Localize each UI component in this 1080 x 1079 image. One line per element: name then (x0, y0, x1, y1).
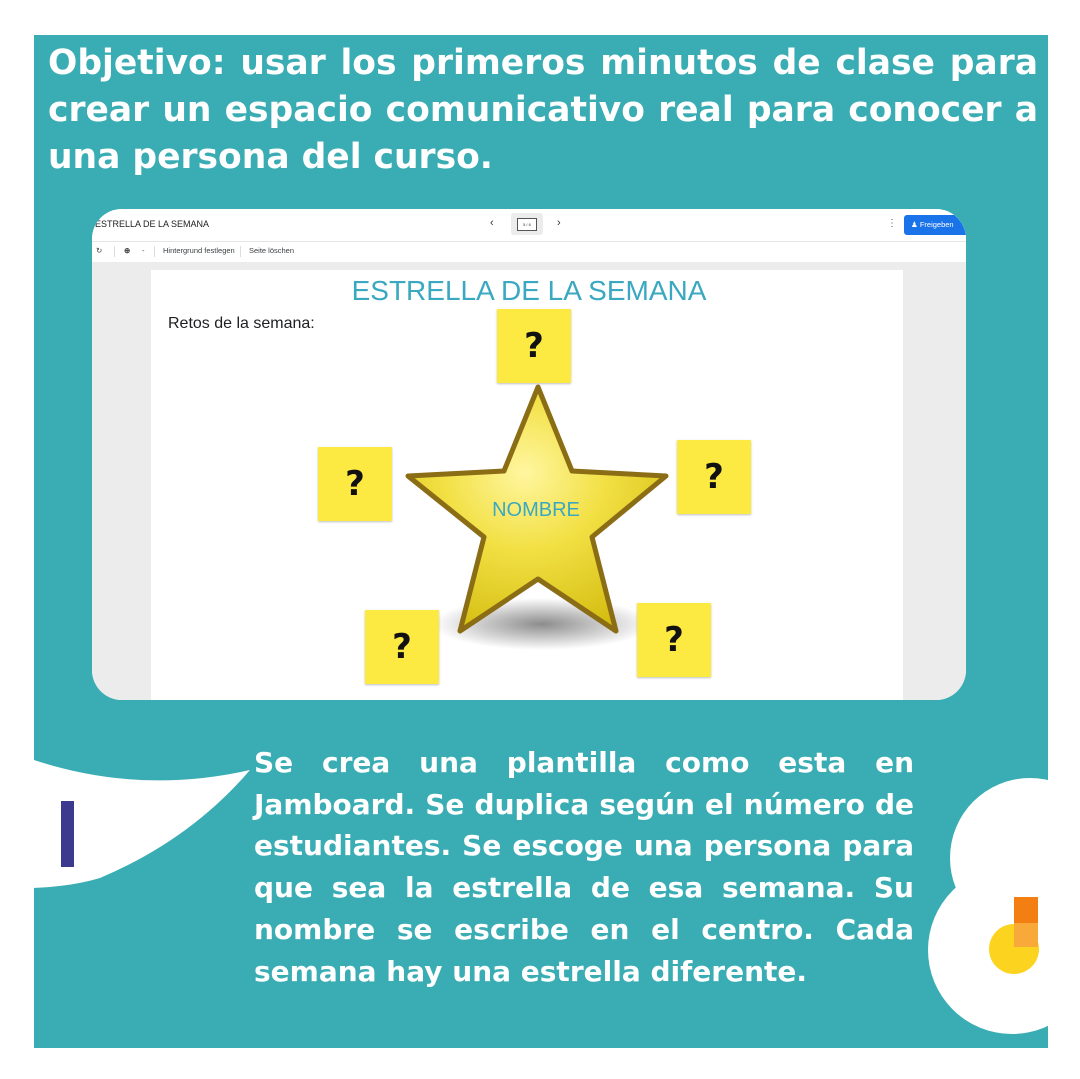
slide-title[interactable]: ESTRELLA DE LA SEMANA (351, 275, 707, 306)
set-background-button[interactable]: Hintergrund festlegen (163, 246, 235, 255)
sticky-note[interactable]: ? (637, 603, 711, 677)
toolbar-divider (154, 246, 155, 257)
sticky-note[interactable]: ? (497, 309, 571, 383)
sticky-note[interactable]: ? (365, 610, 439, 684)
toolbar-divider (240, 246, 241, 257)
description-text: Se crea una plantilla como esta en Jamboard. Se duplica según el número de estudiantes. Se escoge una persona para que sea la estrella de esa semana. Su nombre se escribe en el centro. Cada semana hay una estrella diferente. (254, 746, 914, 988)
redo-icon[interactable]: ↻ (96, 246, 103, 255)
share-button[interactable] (904, 215, 966, 235)
more-options-icon[interactable]: ⋮ (887, 218, 897, 229)
objective-text: Objetivo: usar los primeros minutos de clase para crear un espacio comunicativo real para conocer a una persona del curso. (48, 43, 1038, 177)
star-name-label[interactable]: NOMBRE (492, 499, 580, 521)
frame-counter: 5 / 6 (517, 218, 537, 231)
frame-bar-button[interactable] (511, 213, 543, 235)
sticky-note[interactable]: ? (677, 440, 751, 514)
decorative-bar (61, 801, 74, 867)
previous-frame-icon[interactable]: ‹ (490, 217, 494, 229)
zoom-in-icon[interactable]: ⊕ (124, 246, 131, 255)
challenges-label[interactable]: Retos de la semana: (168, 315, 315, 332)
jamboard-toolbar (92, 242, 966, 263)
jamboard-logo-icon (988, 897, 1040, 975)
jamboard-screenshot (92, 209, 966, 700)
delete-page-button[interactable]: Seite löschen (249, 246, 295, 255)
sticky-note[interactable]: ? (318, 447, 392, 521)
next-frame-icon[interactable]: › (557, 217, 561, 229)
jamboard-topbar (92, 209, 966, 242)
toolbar-divider (114, 246, 115, 257)
zoom-dropdown[interactable]: - (142, 246, 145, 255)
share-label: Freigeben (919, 220, 954, 229)
document-title[interactable]: ESTRELLA DE LA SEMANA (95, 219, 210, 229)
share-icon: ♟ (911, 220, 918, 229)
